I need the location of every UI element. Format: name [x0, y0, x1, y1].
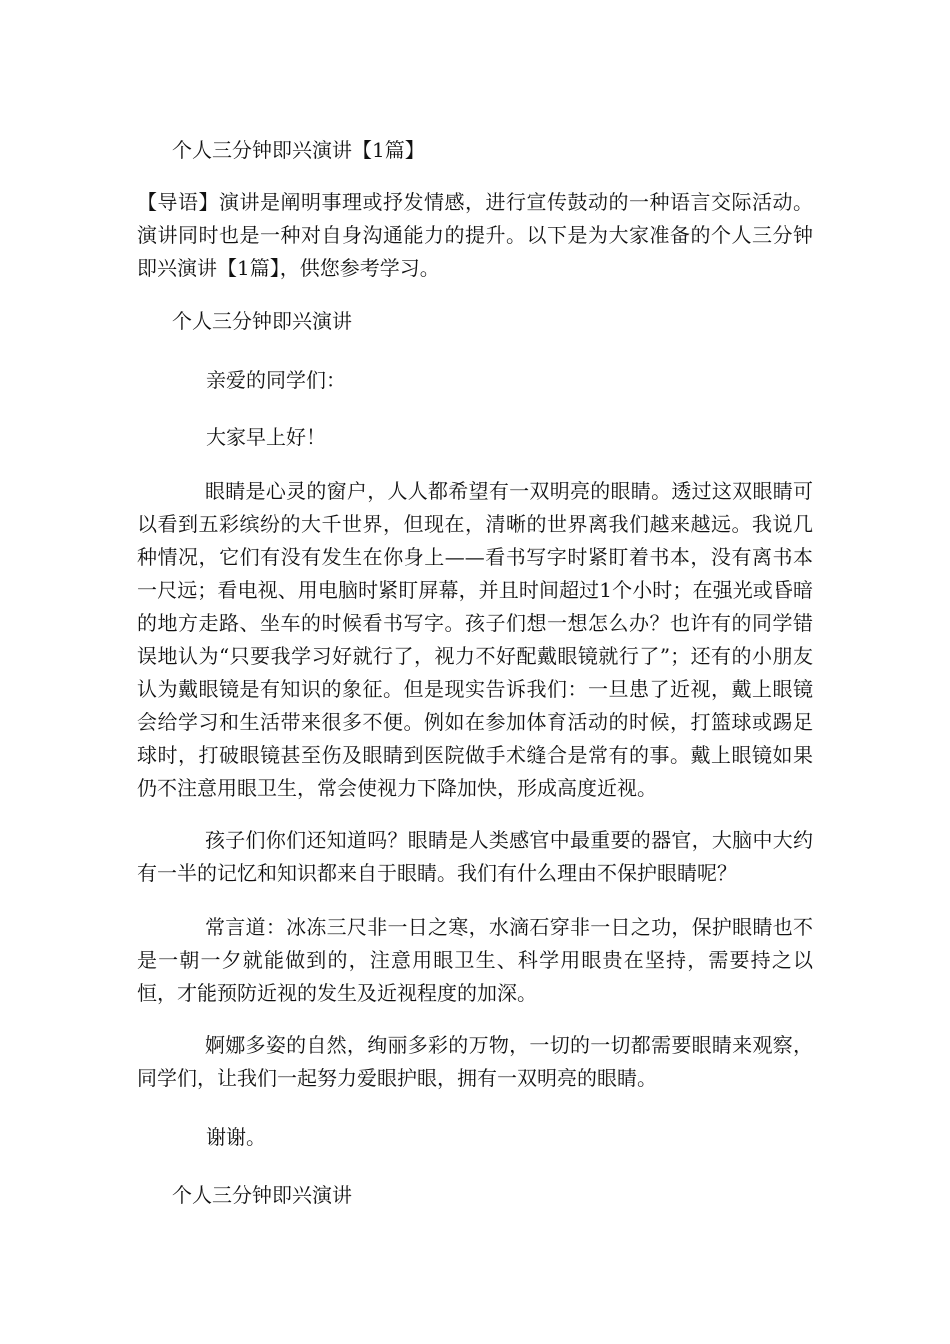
body-paragraph-2: 孩子们你们还知道吗？眼睛是人类感官中最重要的器官，大脑中大约有一半的记忆和知识都来自于眼睛。我们有什么理由不保护眼睛呢？ [137, 828, 813, 885]
body-paragraph-1: 眼睛是心灵的窗户，人人都希望有一双明亮的眼睛。透过这双眼睛可以看到五彩缤纷的大千世界，但现在，清晰的世界离我们越来越远。我说几种情况，它们有没有发生在你身上——看书写字时紧盯着书本，没有离书本一尺远；看电视、用电脑时紧盯屏幕，并且时间超过1个小时；在强光或昏暗的地方走路、坐车的时候看书写字。孩子们想一想怎么办？也许有的同学错误地认为“只要我学习好就行了，视力不好配戴眼镜就行了”；还有的小朋友认为戴眼镜是有知识的象征。但是现实告诉我们：一旦患了近视，戴上眼镜会给学习和生活带来很多不便。例如在参加体育活动的时候，打篮球或踢足球时，打破眼镜甚至伤及眼睛到医院做手术缝合是常有的事。戴上眼镜如果仍不注意用眼卫生，常会使视力下降加快，形成高度近视。 [137, 479, 813, 800]
section-heading: 个人三分钟即兴演讲 [172, 309, 352, 333]
greeting: 大家早上好！ [206, 425, 326, 449]
body-paragraph-4: 婀娜多姿的自然，绚丽多彩的万物，一切的一切都需要眼睛来观察，同学们，让我们一起努力爱眼护眼，拥有一双明亮的眼睛。 [137, 1033, 813, 1090]
document-title: 个人三分钟即兴演讲【1篇】 [172, 138, 425, 162]
salutation: 亲爱的同学们： [206, 368, 346, 392]
closing: 谢谢。 [206, 1125, 266, 1149]
body-paragraph-3: 常言道：冰冻三尺非一日之寒，水滴石穿非一日之功，保护眼睛也不是一朝一夕就能做到的，注意用眼卫生、科学用眼贵在坚持，需要持之以恒，才能预防近视的发生及近视程度的加深。 [137, 915, 813, 1005]
intro-paragraph: 【导语】演讲是阐明事理或抒发情感，进行宣传鼓动的一种语言交际活动。演讲同时也是一种对自身沟通能力的提升。以下是为大家准备的个人三分钟即兴演讲【1篇】，供您参考学习。 [137, 190, 813, 280]
next-section-heading: 个人三分钟即兴演讲 [172, 1183, 352, 1207]
